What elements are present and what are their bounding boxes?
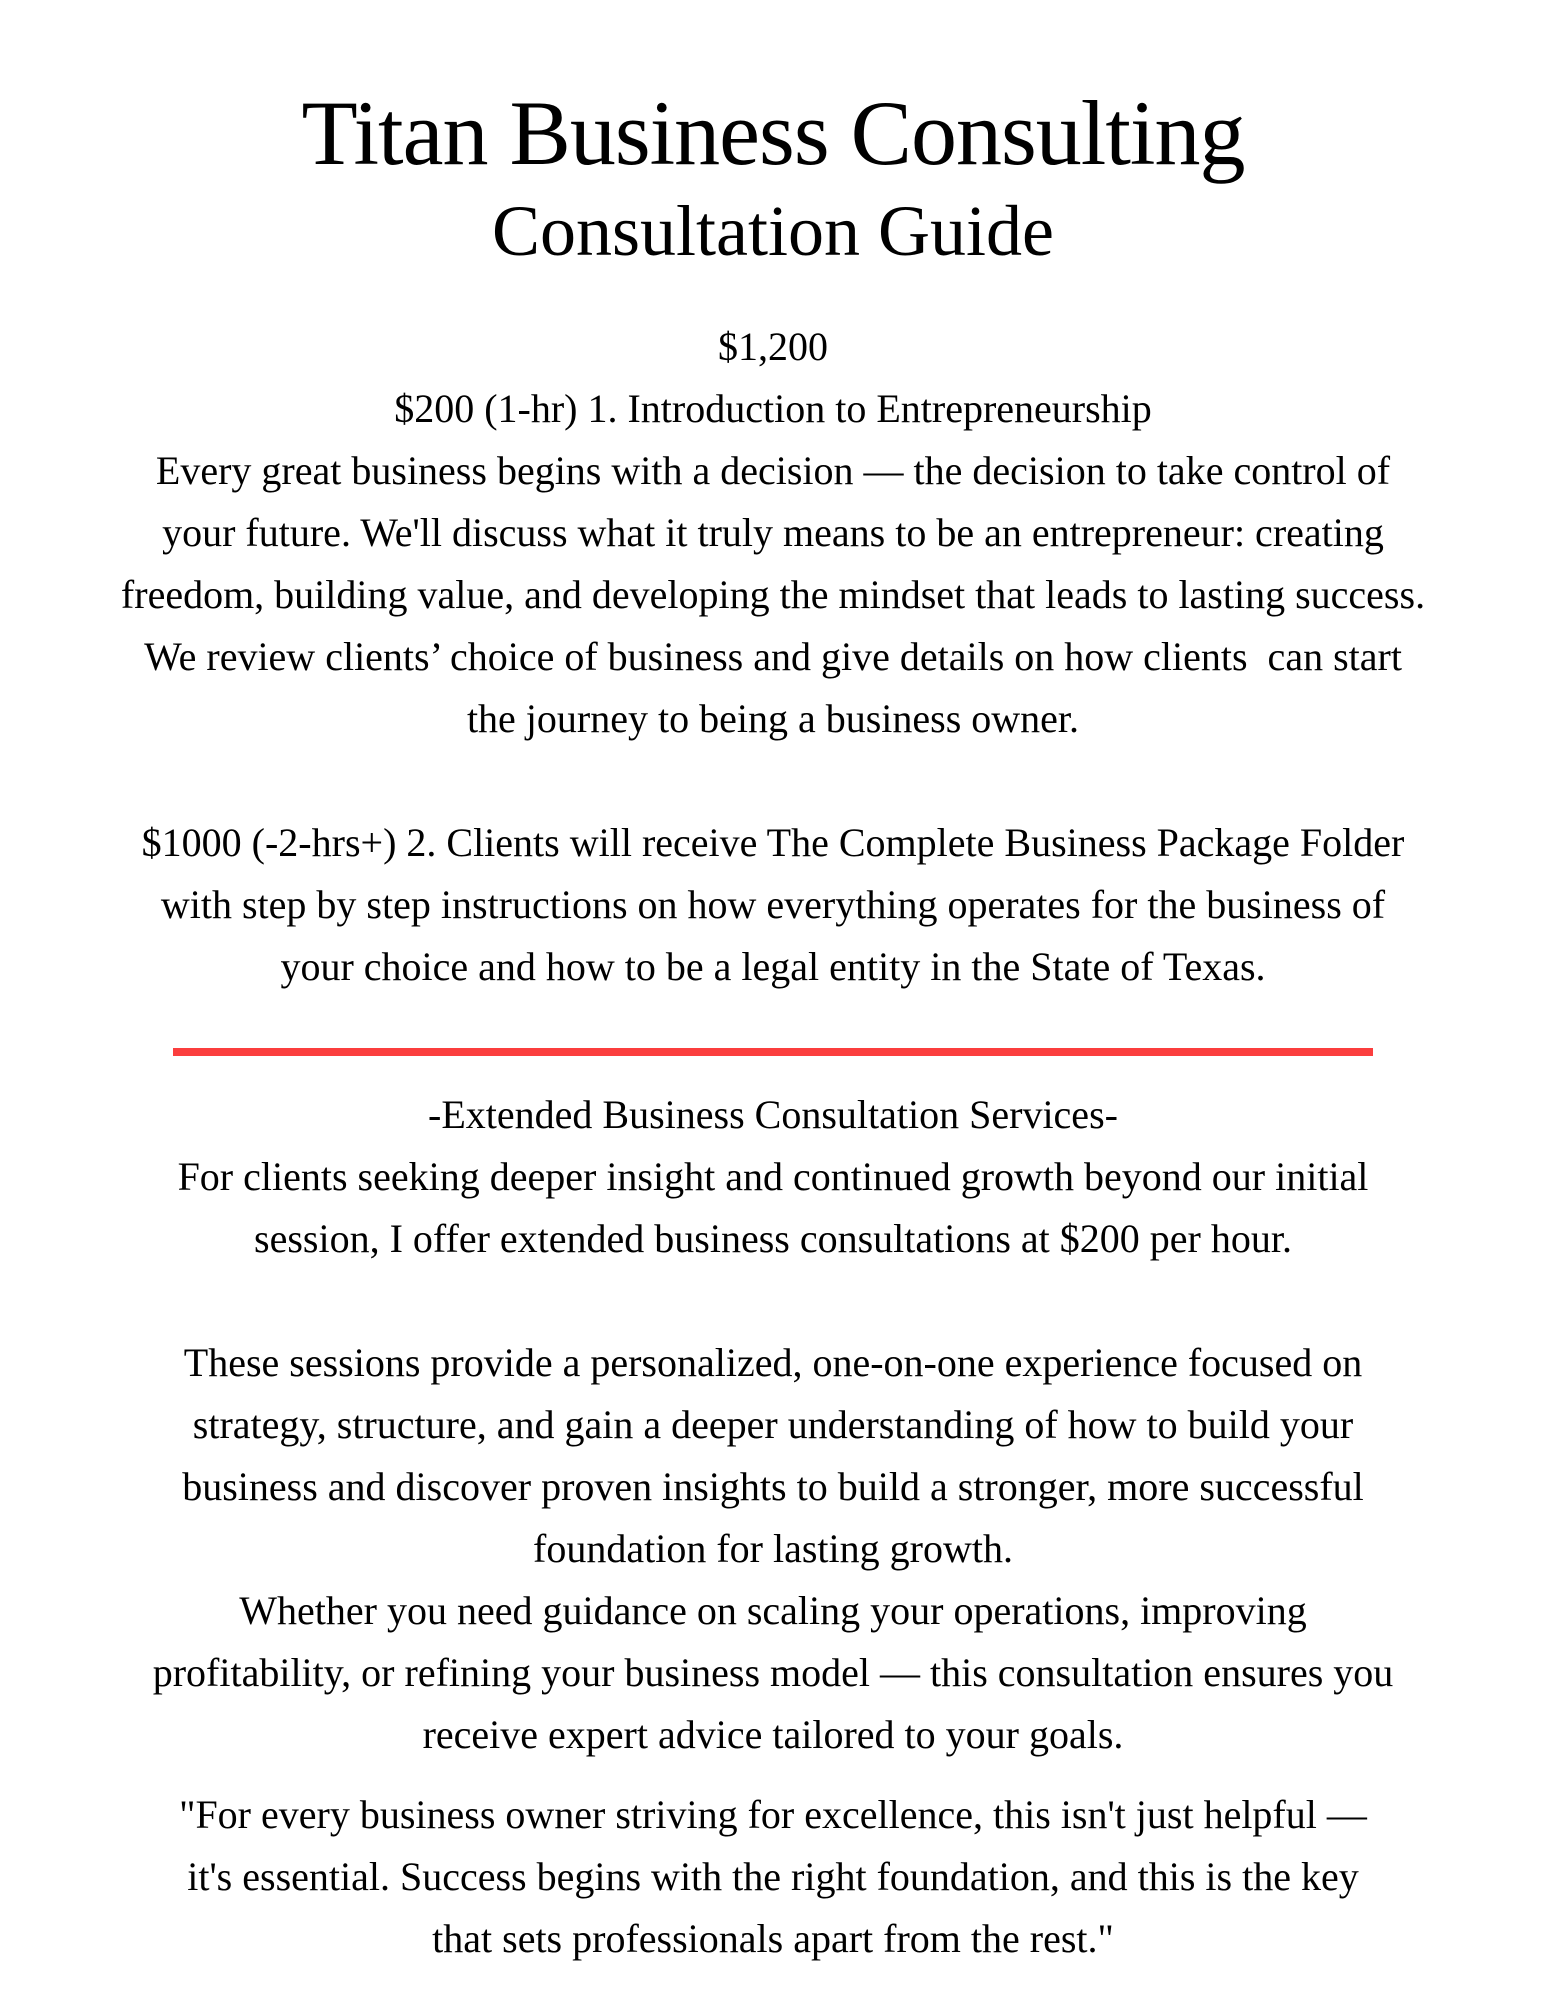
extended-services-guidance-line: Whether you need guidance on scaling your operations, improving xyxy=(239,1588,1307,1633)
extended-services-intro-line: For clients seeking deeper insight and continued growth beyond our initial xyxy=(177,1154,1369,1199)
closing-quote-line: "For every business owner striving for excellence, this isn't just helpful — xyxy=(179,1792,1367,1837)
extended-services-heading: -Extended Business Consultation Services- xyxy=(428,1092,1118,1137)
extended-services-guidance xyxy=(0,1580,1546,1766)
extended-services-details xyxy=(0,1332,1546,1580)
service-1-heading: $200 (1-hr) 1. Introduction to Entrepreneurship xyxy=(394,386,1152,431)
service-1-description-line: freedom, building value, and developing the mindset that leads to lasting success. xyxy=(120,572,1426,617)
service-1-description-line: your future. We'll discuss what it truly means to be an entrepreneur: creating xyxy=(162,510,1384,555)
section-divider-red-line xyxy=(173,1048,1373,1056)
service-2-section xyxy=(0,812,1546,998)
closing-quote-line: it's essential. Success begins with the right foundation, and this is the key xyxy=(187,1854,1359,1899)
extended-services-details-line: business and discover proven insights to build a stronger, more successful xyxy=(182,1464,1364,1509)
service-1-description-line: the journey to being a business owner. xyxy=(466,696,1080,741)
extended-services-section xyxy=(0,1084,1546,1270)
document-title: Titan Business Consulting xyxy=(301,82,1245,184)
extended-services-details-line: foundation for lasting growth. xyxy=(533,1526,1013,1571)
initial-consultation-section xyxy=(0,316,1546,750)
service-2-description-line: $1000 (-2-hrs+) 2. Clients will receive The Complete Business Package Folder xyxy=(141,820,1405,865)
document-subtitle: Consultation Guide xyxy=(492,191,1054,271)
package-total-price: $1,200 xyxy=(718,324,828,369)
service-1-description-line: We review clients’ choice of business and give details on how clients can start xyxy=(144,634,1402,679)
service-2-description-line: your choice and how to be a legal entity in the State of Texas. xyxy=(280,944,1266,989)
extended-services-guidance-line: profitability, or refining your business model — this consultation ensures you xyxy=(152,1650,1394,1695)
closing-quote xyxy=(0,1784,1546,1970)
extended-services-intro-line: session, I offer extended business consultations at $200 per hour. xyxy=(254,1216,1292,1261)
extended-services-details-line: These sessions provide a personalized, one-on-one experience focused on xyxy=(183,1340,1363,1385)
service-2-description-line: with step by step instructions on how everything operates for the business of xyxy=(160,882,1386,927)
extended-services-guidance-line: receive expert advice tailored to your goals. xyxy=(422,1712,1124,1757)
extended-services-details-line: strategy, structure, and gain a deeper understanding of how to build your xyxy=(192,1402,1354,1447)
service-1-description-line: Every great business begins with a decision — the decision to take control of xyxy=(155,448,1391,493)
closing-quote-line: that sets professionals apart from the rest." xyxy=(432,1916,1114,1961)
